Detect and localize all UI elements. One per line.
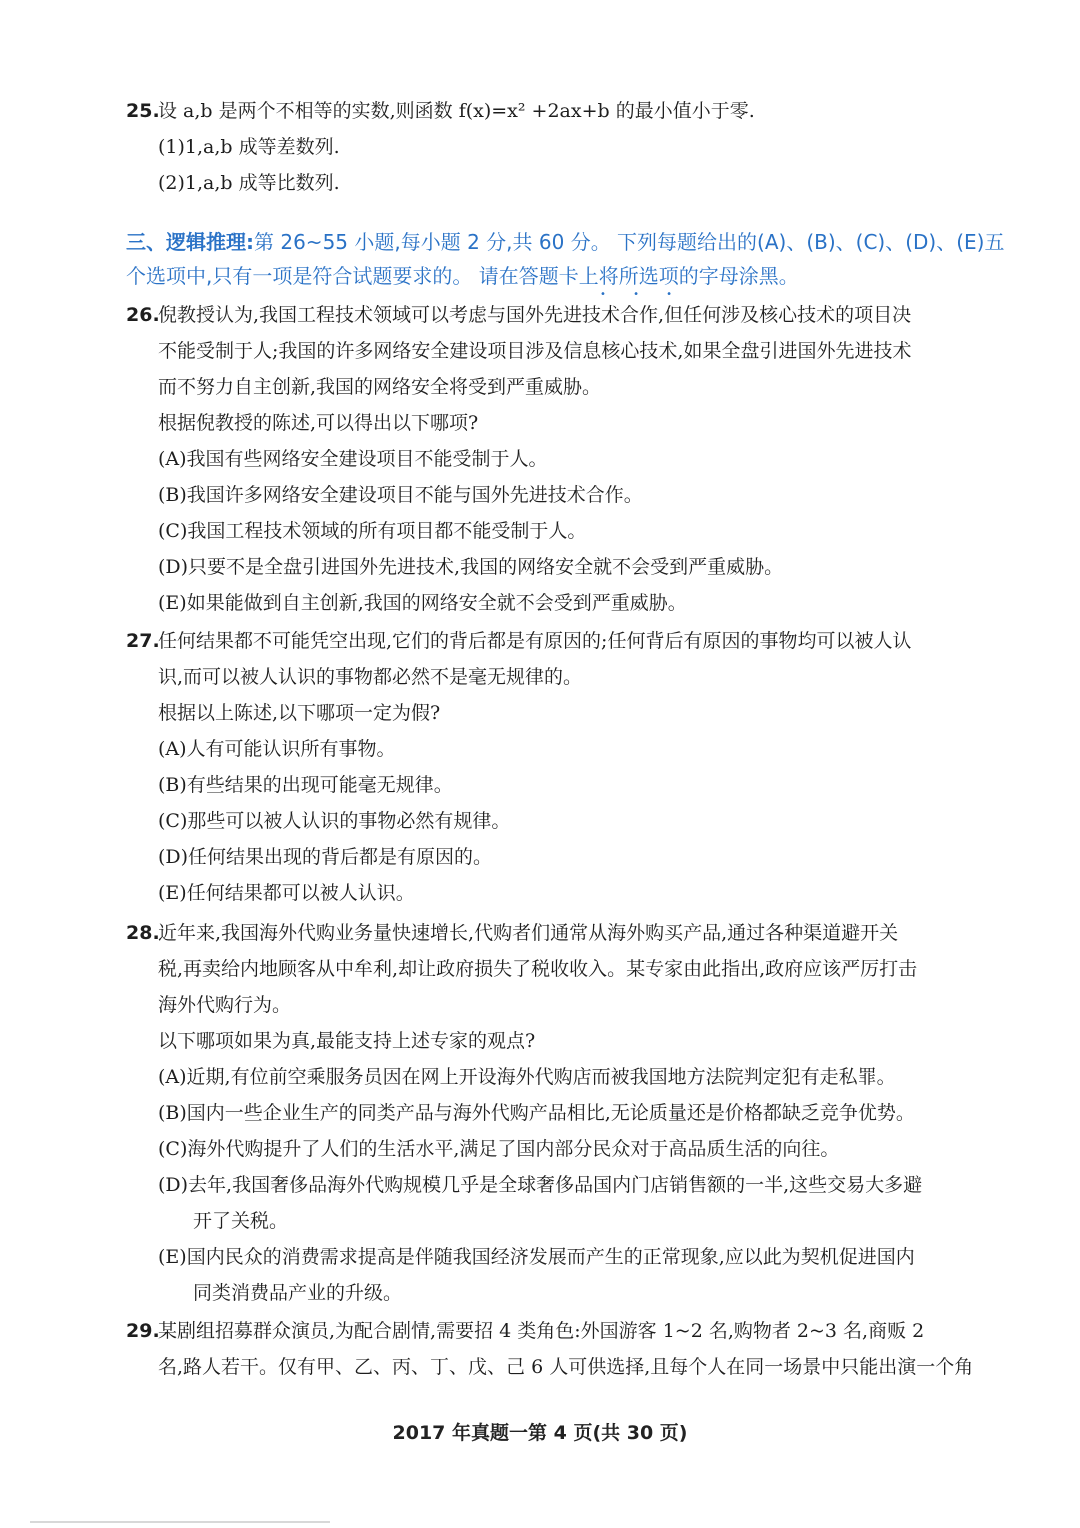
question-stem-line: 倪教授认为,我国工程技术领域可以考虑与国外先进技术合作,但任何涉及核心技术的项目决 — [158, 304, 912, 326]
option-e: (E)任何结果都可以被人认识。 — [158, 882, 415, 904]
question-prompt: 根据倪教授的陈述,可以得出以下哪项? — [158, 412, 479, 434]
question-number: 25. — [126, 100, 160, 122]
condition-2: (2)1,a,b 成等比数列. — [158, 172, 340, 194]
option-d-continued: 开了关税。 — [193, 1210, 289, 1232]
option-c: (C)海外代购提升了人们的生活水平,满足了国内部分民众对于高品质生活的向往。 — [158, 1138, 840, 1160]
question-number: 29. — [126, 1320, 160, 1342]
question-stem-line: 不能受制于人;我国的许多网络安全建设项目涉及信息核心技术,如果全盘引进国外先进技术 — [158, 340, 912, 362]
question-stem-line: 任何结果都不可能凭空出现,它们的背后都是有原因的;任何背后有原因的事物均可以被人认 — [158, 630, 912, 652]
section-instruction-line2: 个选项中,只有一项是符合试题要求的。 请在答题卡上将所选项的字母涂黑。 — [126, 264, 799, 288]
option-d: (D)任何结果出现的背后都是有原因的。 — [158, 846, 493, 868]
option-e: (E)国内民众的消费需求提高是伴随我国经济发展而产生的正常现象,应以此为契机促进国内 — [158, 1246, 915, 1268]
section-header — [126, 228, 1004, 256]
question-stem-line: 识,而可以被人认识的事物都必然不是毫无规律的。 — [158, 666, 583, 688]
scan-edge-line — [30, 1521, 330, 1523]
option-d: (D)去年,我国奢侈品海外代购规模几乎是全球奢侈品国内门店销售额的一半,这些交易大多避 — [158, 1174, 923, 1196]
option-b: (B)我国许多网络安全建设项目不能与国外先进技术合作。 — [158, 484, 643, 506]
question-prompt: 根据以上陈述,以下哪项一定为假? — [158, 702, 441, 724]
question-stem-line: 名,路人若干。仅有甲、乙、丙、丁、戊、己 6 人可供选择,且每个人在同一场景中只能出演一个角 — [158, 1356, 974, 1378]
question-number: 26. — [126, 304, 160, 326]
option-a: (A)近期,有位前空乘服务员因在网上开设海外代购店而被我国地方法院判定犯有走私罪。 — [158, 1066, 896, 1088]
question-number: 28. — [126, 922, 160, 944]
condition-1: (1)1,a,b 成等差数列. — [158, 136, 340, 158]
section-instruction-line1: 第 26~55 小题,每小题 2 分,共 60 分。 下列每题给出的(A)、(B)、(C)、(D)、(E)五 — [254, 230, 1005, 254]
option-a: (A)我国有些网络安全建设项目不能受制于人。 — [158, 448, 548, 470]
question-stem-line: 而不努力自主创新,我国的网络安全将受到严重威胁。 — [158, 376, 602, 398]
question-stem: 设 a,b 是两个不相等的实数,则函数 f(x)=x² +2ax+b 的最小值小于零. — [158, 100, 755, 122]
question-stem-line: 海外代购行为。 — [158, 994, 292, 1016]
page-footer: 2017 年真题一第 4 页(共 30 页) — [392, 1422, 688, 1444]
option-d: (D)只要不是全盘引进国外先进技术,我国的网络安全就不会受到严重威胁。 — [158, 556, 784, 578]
section-title: 三、逻辑推理: — [126, 230, 254, 254]
question-stem-line: 某剧组招募群众演员,为配合剧情,需要招 4 类角色:外国游客 1~2 名,购物者 2~3 名,商贩 2 — [158, 1320, 925, 1342]
question-stem-line: 税,再卖给内地顾客从中牟利,却让政府损失了税收收入。某专家由此指出,政府应该严厉打击 — [158, 958, 918, 980]
option-a: (A)人有可能认识所有事物。 — [158, 738, 396, 760]
question-number: 27. — [126, 630, 160, 652]
question-stem-line: 近年来,我国海外代购业务量快速增长,代购者们通常从海外购买产品,通过各种渠道避开关 — [158, 922, 899, 944]
option-e-continued: 同类消费品产业的升级。 — [193, 1282, 403, 1304]
emphasis-dots: • • • — [600, 289, 685, 300]
option-b: (B)国内一些企业生产的同类产品与海外代购产品相比,无论质量还是价格都缺乏竞争优势。 — [158, 1102, 915, 1124]
option-e: (E)如果能做到自主创新,我国的网络安全就不会受到严重威胁。 — [158, 592, 687, 614]
option-c: (C)我国工程技术领域的所有项目都不能受制于人。 — [158, 520, 587, 542]
option-b: (B)有些结果的出现可能毫无规律。 — [158, 774, 453, 796]
question-prompt: 以下哪项如果为真,最能支持上述专家的观点? — [158, 1030, 536, 1052]
option-c: (C)那些可以被人认识的事物必然有规律。 — [158, 810, 511, 832]
